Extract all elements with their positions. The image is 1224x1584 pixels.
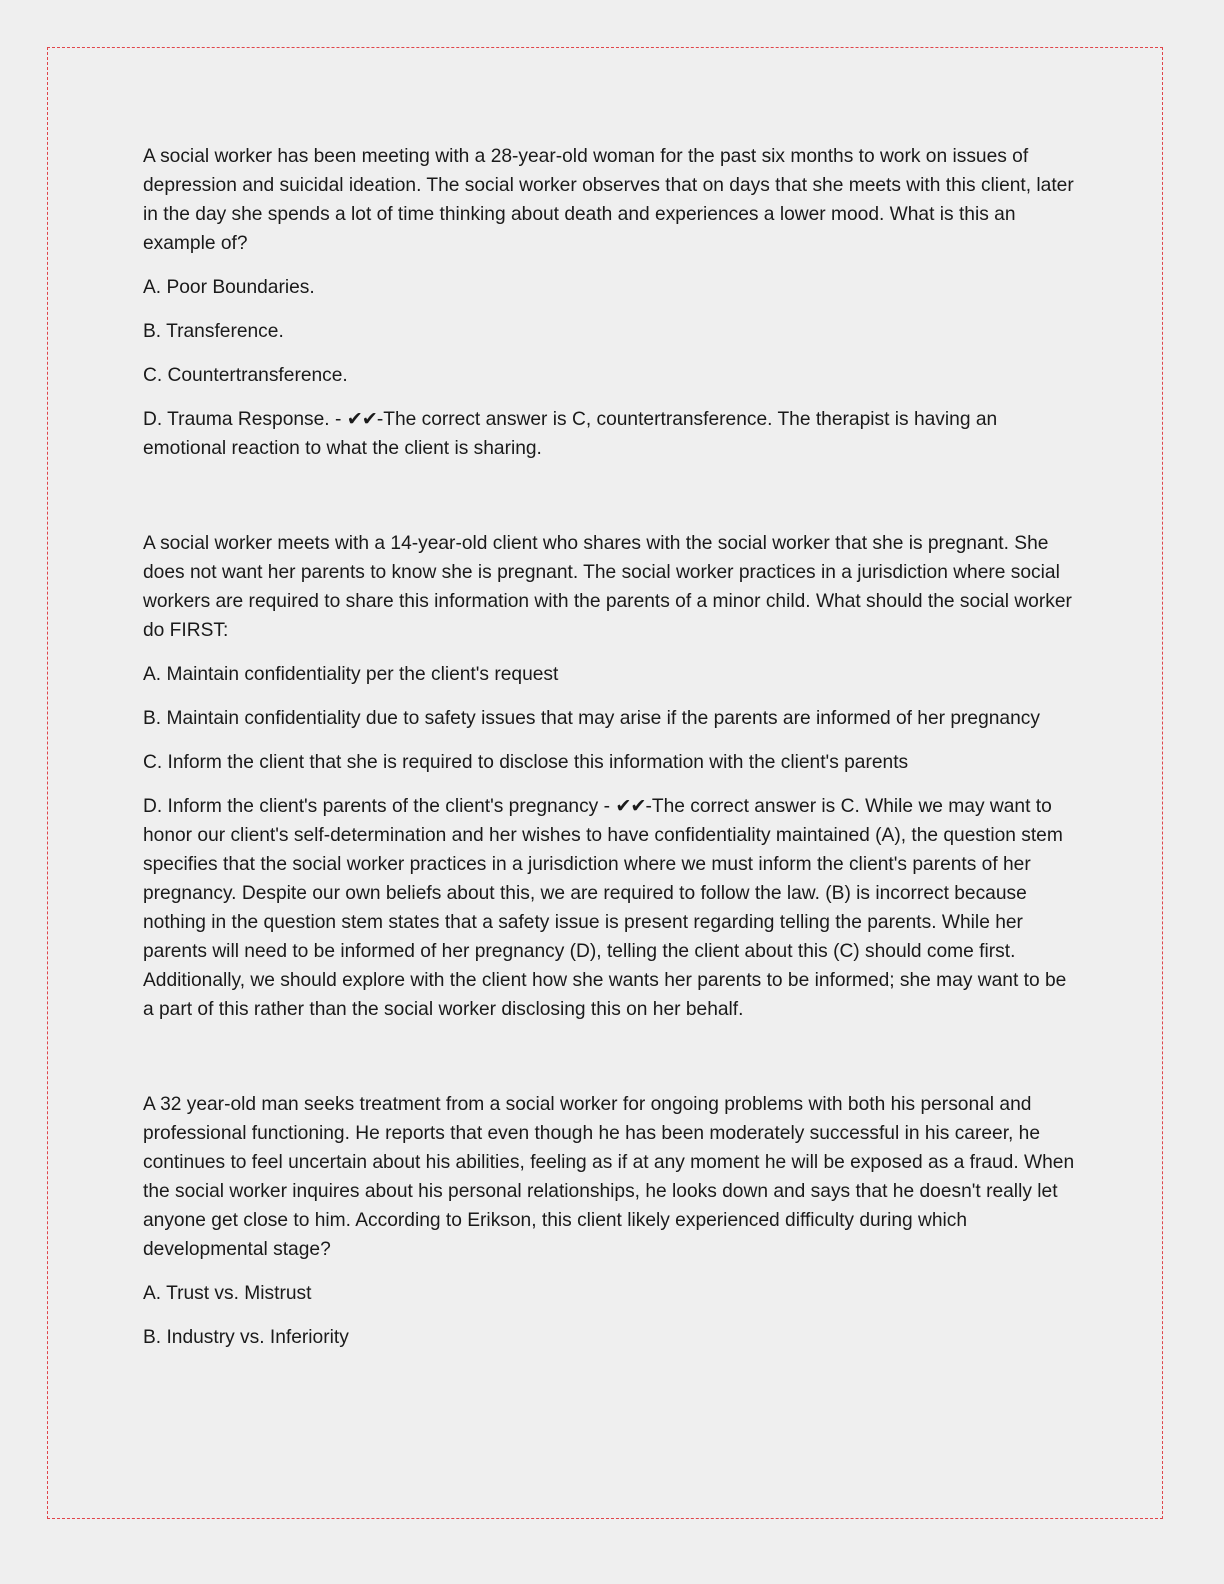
- question-3: [143, 1090, 1078, 1352]
- answer-option-with-explanation: [143, 405, 1078, 463]
- answer-option: C. Countertransference.: [143, 365, 348, 386]
- answer-option: A. Maintain confidentiality per the client's request: [143, 664, 559, 685]
- answer-explanation: -The correct answer is C. While we may want to honor our client's self-determination and her wishes to have confidentiality maintained (A), the question stem specifies that the social worker practices in a jurisdiction where we must inform the client's parents of her pregnancy. Despite our own beliefs about this, we are required to follow the law. (B) is incorrect because nothing in the question stem states that a safety issue is present regarding telling the parents. While her parents will need to be informed of her pregnancy (D), telling the client about this (C) should come first. Additionally, we should explore with the client how she wants her parents to be informed; she may want to be a part of this rather than the social worker disclosing this on her behalf.: [143, 796, 1067, 1020]
- answer-option: C. Inform the client that she is required to disclose this information with the client's parents: [143, 752, 909, 773]
- question-1: [143, 142, 1078, 463]
- check-icon: ✔✔: [615, 796, 646, 817]
- question-stem: A social worker has been meeting with a 28-year-old woman for the past six months to work on issues of depression and suicidal ideation. The social worker observes that on days that she meets with this client, later in the day she spends a lot of time thinking about death and experiences a lower mood. What is this an example of?: [143, 146, 1074, 254]
- document-content: [143, 142, 1078, 1418]
- answer-option: A. Poor Boundaries.: [143, 277, 315, 298]
- question-stem: A 32 year-old man seeks treatment from a social worker for ongoing problems with both his personal and professional functioning. He reports that even though he has been moderately successful in his career, he continues to feel uncertain about his abilities, feeling as if at any moment he will be exposed as a fraud. When the social worker inquires about his personal relationships, he looks down and says that he doesn't really let anyone get close to him. According to Erikson, this client likely experienced difficulty during which developmental stage?: [143, 1094, 1075, 1260]
- answer-option: B. Transference.: [143, 321, 284, 342]
- answer-option-label: D. Trauma Response. -: [143, 409, 347, 430]
- answer-option-label: D. Inform the client's parents of the client's pregnancy -: [143, 796, 616, 817]
- answer-option: B. Industry vs. Inferiority: [143, 1327, 349, 1348]
- question-stem: A social worker meets with a 14-year-old client who shares with the social worker that she is pregnant. She does not want her parents to know she is pregnant. The social worker practices in a jurisdiction where social workers are required to share this information with the parents of a minor child. What should the social worker do FIRST:: [143, 533, 1072, 641]
- answer-option: A. Trust vs. Mistrust: [143, 1283, 312, 1304]
- answer-option: B. Maintain confidentiality due to safety issues that may arise if the parents are informed of her pregnancy: [143, 708, 1040, 729]
- question-2: [143, 529, 1078, 1024]
- answer-explanation: -The correct answer is C, countertransference. The therapist is having an emotional reaction to what the client is sharing.: [143, 409, 998, 459]
- answer-option-with-explanation: [143, 792, 1078, 1024]
- check-icon: ✔✔: [346, 409, 377, 430]
